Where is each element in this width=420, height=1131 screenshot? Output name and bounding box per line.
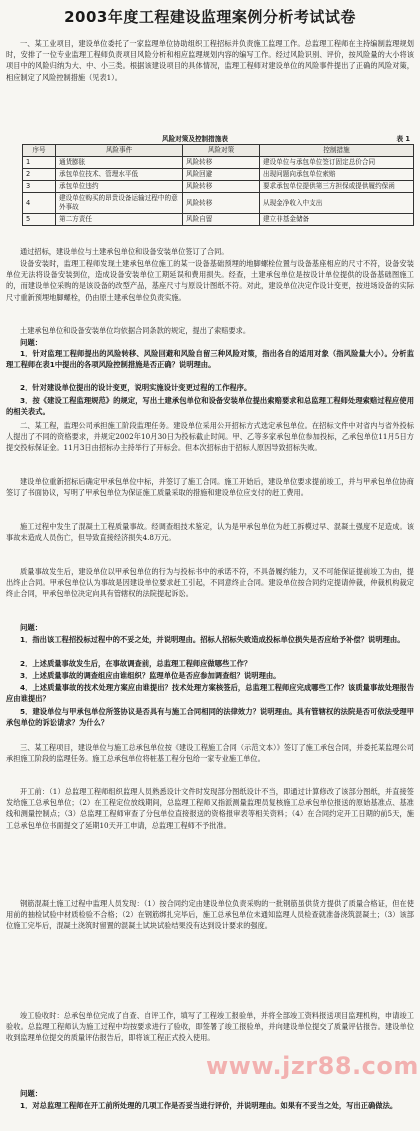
- table-cell: 建设单位与承包单位签订固定总价合同: [260, 157, 414, 169]
- question-item: 1．对总监理工程师在开工前所处理的几项工作是否妥当进行评价，并说明理由。如果有不妥当之处，写出正确做法。: [20, 1101, 398, 1110]
- table-title: 风险对策及控制措施表: [162, 135, 228, 143]
- case1-intro: 一、某工业项目，建设单位委托了一家监理单位协助组织工程招标并负责施工监理工作。总监理工程师在主持编制监理规划时，安排了一位专业监理工程师负责项目风险分析和相应监理规划内容的编写工作。经过风险识别、评价，按风险量的大小将该项目中的风险归纳为大、中、小三类。根据该建设项目的具体情况，监理工程师对建设单位的风险事件提出了正确的风险对策，相应制定了风险控制措施（见表1）。: [6, 39, 414, 82]
- site-watermark: www.jzr88.com: [206, 1052, 419, 1080]
- table-header-row: [23, 145, 414, 157]
- table-number: 表 1: [396, 135, 410, 143]
- case3-paragraph: 钢筋混凝土施工过程中监理人员发现：（1）按合同约定由建设单位负责采购的一批钢筋虽供货方提供了质量合格证，但在使用前的抽检试验中材质检验不合格；（2）在钢筋绑扎完毕后，施工总承包单位未通知监理人员检查就准备浇筑混凝土；（3）该部位施工完毕后，混凝土浇筑时留置的混凝土试块试验结果没有达到设计要求的强度。: [6, 899, 414, 931]
- page-title: 2003年度工程建设监理案例分析考试试卷: [64, 8, 356, 26]
- table-cell: 出现问题向承包单位索赔: [260, 169, 414, 181]
- table-header-cell: 控制措施: [260, 145, 414, 157]
- table-row: [23, 214, 414, 226]
- case2-paragraph: 二、某工程，监理公司承担施工阶段监理任务。建设单位采用公开招标方式选定承包单位。在招标文件中对省内与省外投标人提出了不同的资格要求，并规定2002年10月30日为投标截止时间。甲、乙等多家承包单位参加投标，乙承包单位11月5日方提交投标保证金。11月3日由招标办主持举行了开标会。但本次招标由于招标人原因导致招标失败。: [6, 421, 414, 453]
- table-row: [23, 181, 414, 193]
- table-header-cell: 风险事件: [56, 145, 183, 157]
- table-cell: 通货膨胀: [56, 157, 183, 169]
- table-header-cell: 序号: [23, 145, 56, 157]
- table-header-cell: 风险对策: [183, 145, 260, 157]
- table-cell: 3: [23, 181, 56, 193]
- question-item: 5．建设单位与甲承包单位所签协议是否具有与施工合同相同的法律效力？说明理由。具有管辖权的法院是否可依法受理甲承包单位的诉讼请求？为什么？: [6, 707, 414, 728]
- question-item: 2．上述质量事故发生后，在事故调查前，总监理工程师应做哪些工作？: [20, 659, 252, 668]
- case1-paragraph: 土建承包单位和设备安装单位均依据合同条款的规定，提出了索赔要求。: [20, 326, 251, 335]
- table-cell: 5: [23, 214, 56, 226]
- question-heading: 问题：: [20, 1089, 43, 1098]
- question-item: 3．按《建设工程监理规范》的规定，写出土建承包单位和设备安装单位提出索赔要求和总监理工程师处理索赔过程应使用的相关表式。: [6, 396, 414, 417]
- case2-paragraph: 质量事故发生后，建设单位以甲承包单位的行为与投标书中的承诺不符，不具备履约能力，又不可能保证提前竣工为由，提出终止合同。甲承包单位认为事故是因建设单位要求赶工引起，不同意终止合同。建设单位按合同约定提请仲裁，仲裁机构裁定终止合同，甲承包单位决定向具有管辖权的法院提起诉讼。: [6, 567, 414, 599]
- table-cell: 4: [23, 193, 56, 214]
- table-cell: 从现金净收入中支出: [260, 193, 414, 214]
- table-cell: 要求承包单位提供第三方担保或提供履约保函: [260, 181, 414, 193]
- case3-paragraph: 竣工验收时：总承包单位完成了自查、自评工作，填写了工程竣工报验单，并将全部竣工资料报送项目监理机构，申请竣工验收。总监理工程师认为施工过程中均按要求进行了验收，即签署了竣工报验单，并向建设单位提交了质量评估报告。建设单位收到监理单位提交的质量评估报告后，即将该工程正式投入使用。: [6, 1011, 414, 1043]
- table-cell: 承包单位技术、管理水平低: [56, 169, 183, 181]
- question-item: 4．上述质量事故的技术处理方案应由谁提出？技术处理方案核签后，总监理工程师应完成哪些工作？该质量事故处理报告应由谁提出？: [6, 683, 414, 704]
- table-cell: 2: [23, 169, 56, 181]
- question-item: 3．上述质量事故的调查组应由谁组织？监理单位是否应参加调查组？说明理由。: [20, 671, 281, 680]
- table-cell: 风险回避: [183, 169, 260, 181]
- table-cell: 风险转移: [183, 193, 260, 214]
- table-cell: 风险转移: [183, 157, 260, 169]
- question-item: 1．针对监理工程师提出的风险转移、风险回避和风险自留三种风险对策，指出各自的适用对象（指风险量大小）。分析监理工程师在表1中提出的各项风险控制措施是否正确？说明理由。: [6, 349, 414, 370]
- case2-paragraph: 施工过程中发生了混凝土工程质量事故。经调查组技术鉴定，认为是甲承包单位为赶工拆模过早、混凝土强度不足造成。该事故未造成人员伤亡，但导致直接经济损失4.8万元。: [6, 522, 414, 543]
- table-cell: 风险转移: [183, 181, 260, 193]
- table-cell: 风险自留: [183, 214, 260, 226]
- question-item: 1．指出该工程招投标过程中的不妥之处，并说明理由。招标人招标失败造成投标单位损失是否应给予补偿？说明理由。: [20, 635, 405, 644]
- case3-paragraph: 三、某工程项目，建设单位与施工总承包单位按《建设工程施工合同（示范文本）》签订了施工承包合同，并委托某监理公司承担施工阶段的监理任务。施工总承包单位将桩基工程分包给一家专业施工单位。: [6, 743, 414, 764]
- table-cell: 1: [23, 157, 56, 169]
- table-cell: 建立非基金储备: [260, 214, 414, 226]
- case3-paragraph: 开工前：（1）总监理工程师组织监理人员熟悉设计文件时发现部分图纸设计不当，即通过计算修改了该部分图纸，并直接签发给施工总承包单位；（2）在工程定位放线期间，总监理工程师又指派测量监理员复核施工总承包单位报送的原始基准点、基准线和测量控制点；（3）总监理工程师审查了分包单位直接报送的资格报审表等相关资料；（4）在合同约定开工日期的前5天，施工总承包单位书面提交了延期10天开工申请，总监理工程师不予批准。: [6, 787, 414, 830]
- case1-paragraph: 设备安装时，监理工程师发现土建承包单位施工的某一设备基础预埋的地脚螺栓位置与设备基座相应的尺寸不符，设备安装单位无法将设备安装到位，造成设备安装单位工期延误和费用损失。经查，土建承包单位是按设计单位提供的设备基础图施工的，而建设单位采购的是该设备的改型产品，基座尺寸与原设计图纸不符。对此，建设单位决定作设计变更，按进场设备的实际尺寸重新预埋地脚螺栓，仍由原土建承包单位负责实施。: [6, 259, 414, 302]
- case2-paragraph: 建设单位重新招标后确定甲承包单位中标，并签订了施工合同。施工开始后，建设单位要求提前竣工，并与甲承包单位协商签订了书面协议，写明了甲承包单位为保证施工质量采取的措施和建设单位应支付的赶工费用。: [6, 477, 414, 498]
- question-heading: 问题：: [20, 623, 43, 632]
- table-cell: 第二方责任: [56, 214, 183, 226]
- question-item: 2．针对建设单位提出的设计变更，说明实施设计变更过程的工作程序。: [20, 383, 252, 392]
- table-row: [23, 157, 414, 169]
- table-row: [23, 169, 414, 181]
- table-cell: 建设单位购买的昂贵设备运输过程中的意外事故: [56, 193, 183, 214]
- case1-paragraph: 通过招标，建设单位与土建承包单位和设备安装单位签订了合同。: [20, 247, 229, 256]
- table-cell: 承包单位违约: [56, 181, 183, 193]
- risk-table: [22, 144, 414, 226]
- table-row: [23, 193, 414, 214]
- question-heading: 问题：: [20, 338, 43, 347]
